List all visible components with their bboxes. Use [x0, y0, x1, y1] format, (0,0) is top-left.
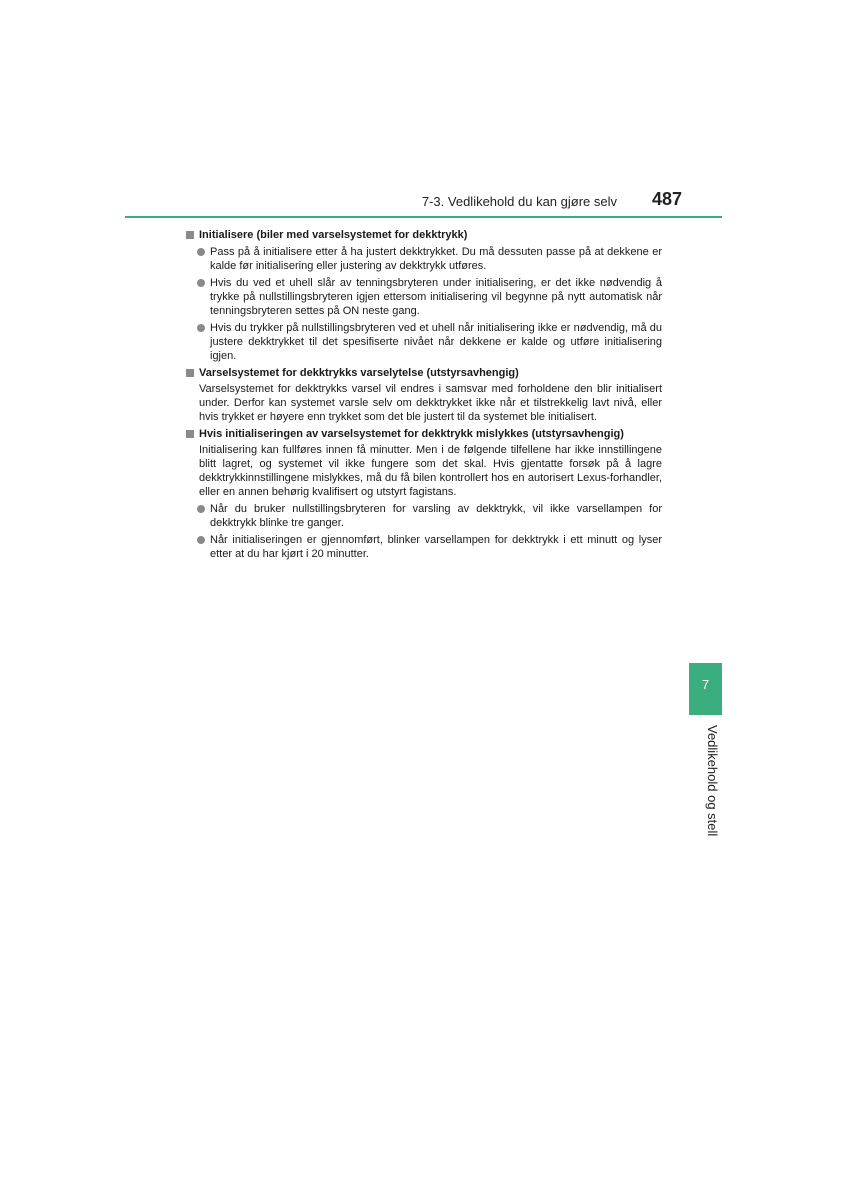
round-bullet-icon — [197, 536, 205, 544]
list-item — [186, 276, 662, 318]
round-bullet-icon — [197, 248, 205, 256]
list-item — [186, 502, 662, 530]
page-header — [125, 188, 722, 218]
list-item-text: Hvis du ved et uhell slår av tenningsbryteren under initialisering, er det ikke nødvendig å trykke på nullstillingsbryteren igjen ettersom initialisering vil begynne på nytt automatisk når tenningsbryteren settes på ON neste gang. — [210, 277, 662, 317]
round-bullet-icon — [197, 324, 205, 332]
section-heading-text: Initialisere (biler med varselsystemet for dekktrykk) — [199, 229, 468, 241]
chapter-tab-label: Vedlikehold og stell — [705, 725, 720, 837]
round-bullet-icon — [197, 505, 205, 513]
page-number: 487 — [651, 189, 682, 209]
chapter-title: 7-3. Vedlikehold du kan gjøre selv — [421, 194, 617, 209]
page-content — [186, 225, 662, 561]
list-item-text: Når initialiseringen er gjennomført, blinker varsellampen for dekktrykk i ett minutt og lyser etter at du har kjørt i 20 minutter. — [210, 534, 662, 560]
section-heading-text: Varselsystemet for dekktrykks varselytelse (utstyrsavhengig) — [199, 367, 519, 379]
section-heading — [186, 427, 662, 441]
square-bullet-icon — [186, 231, 194, 239]
list-item — [186, 533, 662, 561]
section-heading — [186, 366, 662, 380]
chapter-tab — [689, 663, 722, 715]
list-item — [186, 245, 662, 273]
list-item-text: Pass på å initialisere etter å ha justert dekktrykket. Du må dessuten passe på at dekkene er kalde før initialisering eller justering av dekktrykk utføres. — [210, 246, 662, 272]
round-bullet-icon — [197, 279, 205, 287]
section-heading-text: Hvis initialiseringen av varselsystemet for dekktrykk mislykkes (utstyrsavhengig) — [199, 428, 624, 440]
square-bullet-icon — [186, 369, 194, 377]
section-paragraph: Initialisering kan fullføres innen få minutter. Men i de følgende tilfellene har ikke innstillingene blitt lagret, og systemet vil ikke fungere som det skal. Hvis gjentatte forsøk på å lagre dekktrykkinnstillingene mislykkes, må du få bilen kontrollert hos en autorisert Lexus-forhandler, eller en annen behørig kvalifisert og utstyrt fagistans. — [199, 444, 662, 498]
square-bullet-icon — [186, 430, 194, 438]
section-heading — [186, 228, 662, 242]
chapter-tab-number: 7 — [701, 677, 710, 692]
list-item-text: Hvis du trykker på nullstillingsbryteren ved et uhell når initialisering ikke er nødvendig, må du justere dekktrykket til det spesifiserte nivået når dekkene er kalde og utføre initialisering igjen. — [210, 322, 662, 362]
list-item — [186, 321, 662, 363]
section-paragraph: Varselsystemet for dekktrykks varsel vil endres i samsvar med forholdene den blir initialisert under. Derfor kan systemet varsle selv om dekktrykket ikke når et tilstrekkelig lavt nivå, eller hvis trykket er høyere enn trykket som det ble justert til da systemet ble initialisert. — [199, 383, 662, 423]
list-item-text: Når du bruker nullstillingsbryteren for varsling av dekktrykk, vil ikke varsellampen for dekktrykk blinke tre ganger. — [210, 503, 662, 529]
